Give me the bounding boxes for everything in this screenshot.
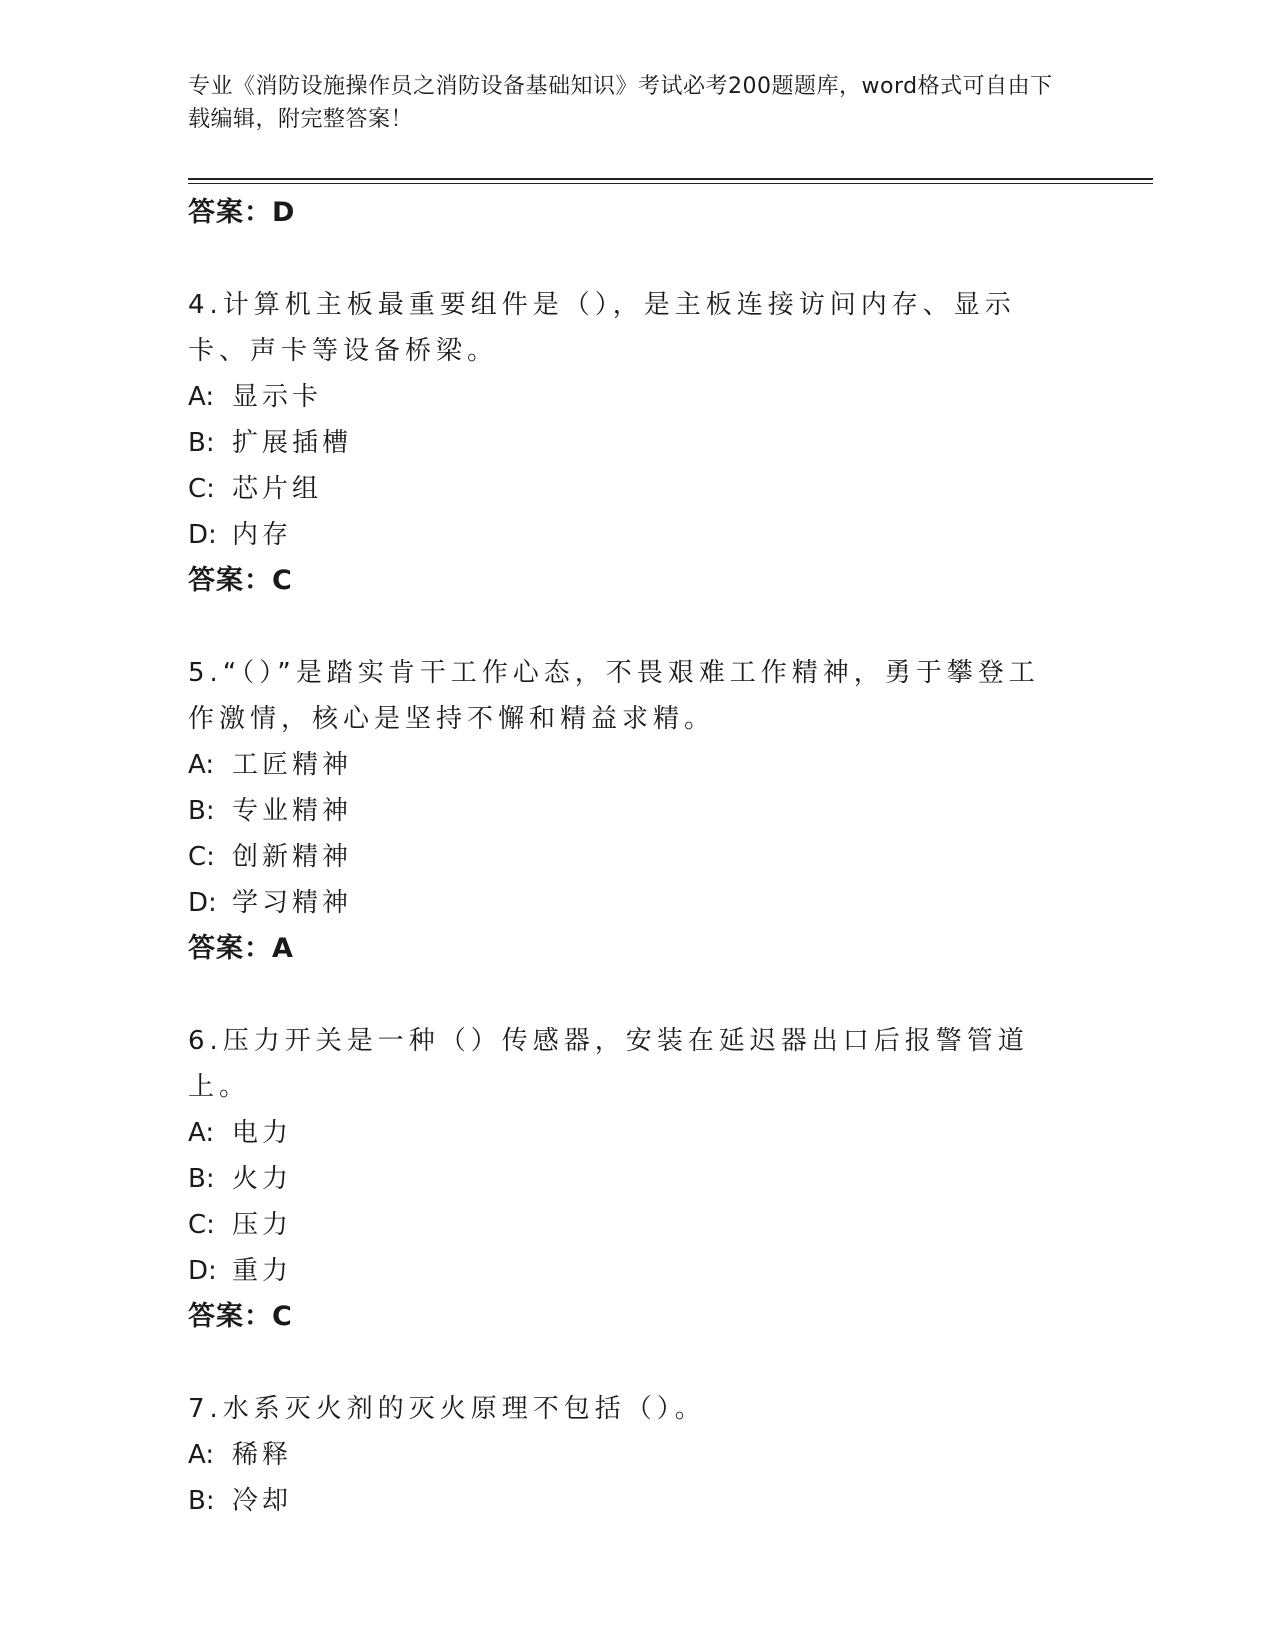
document-header: 专业《消防设施操作员之消防设备基础知识》考试必考200题题库，word格式可自由下载编辑，附完整答案！ bbox=[188, 74, 1053, 132]
option-b bbox=[188, 1478, 1088, 1524]
question-5 bbox=[188, 650, 1088, 972]
option-text: 创新精神 bbox=[232, 842, 353, 872]
option-b bbox=[188, 788, 1088, 834]
option-a bbox=[188, 742, 1088, 788]
option-text: 重力 bbox=[232, 1256, 293, 1286]
answer-line: 答案：C bbox=[188, 1301, 293, 1332]
question-stem: 7.水系灭火剂的灭火原理不包括（）。 bbox=[188, 1394, 706, 1424]
option-text: 芯片组 bbox=[232, 474, 323, 504]
option-text: 稀释 bbox=[232, 1440, 293, 1470]
question-list bbox=[188, 190, 1088, 1524]
answer-line: 答案：D bbox=[188, 197, 296, 228]
option-text: 扩展插槽 bbox=[232, 428, 353, 458]
question-7 bbox=[188, 1386, 1088, 1524]
question-stem: 6.压力开关是一种（）传感器，安装在延迟器出口后报警管道上。 bbox=[188, 1026, 1029, 1102]
option-d bbox=[188, 512, 1088, 558]
option-letter: C: bbox=[188, 1210, 215, 1240]
option-text: 工匠精神 bbox=[232, 750, 353, 780]
question-stem: 4.计算机主板最重要组件是（），是主板连接访问内存、显示卡、声卡等设备桥梁。 bbox=[188, 290, 1016, 366]
header-divider bbox=[188, 178, 1153, 184]
option-text: 冷却 bbox=[232, 1486, 293, 1516]
option-c bbox=[188, 466, 1088, 512]
option-text: 内存 bbox=[232, 520, 293, 550]
option-text: 显示卡 bbox=[232, 382, 323, 412]
option-d bbox=[188, 880, 1088, 926]
option-a bbox=[188, 374, 1088, 420]
option-a bbox=[188, 1432, 1088, 1478]
option-letter: B: bbox=[188, 428, 215, 458]
question-4 bbox=[188, 282, 1088, 604]
option-c bbox=[188, 834, 1088, 880]
option-text: 专业精神 bbox=[232, 796, 353, 826]
option-letter: C: bbox=[188, 474, 215, 504]
option-b bbox=[188, 420, 1088, 466]
option-letter: A: bbox=[188, 1118, 215, 1148]
option-text: 火力 bbox=[232, 1164, 293, 1194]
option-letter: B: bbox=[188, 1486, 215, 1516]
option-letter: A: bbox=[188, 750, 215, 780]
option-text: 压力 bbox=[232, 1210, 293, 1240]
option-letter: C: bbox=[188, 842, 215, 872]
option-text: 学习精神 bbox=[232, 888, 353, 918]
option-b bbox=[188, 1156, 1088, 1202]
question-6 bbox=[188, 1018, 1088, 1340]
option-letter: D: bbox=[188, 520, 217, 550]
option-letter: D: bbox=[188, 888, 217, 918]
option-text: 电力 bbox=[232, 1118, 293, 1148]
option-letter: D: bbox=[188, 1256, 217, 1286]
option-letter: A: bbox=[188, 382, 215, 412]
option-letter: B: bbox=[188, 796, 215, 826]
option-c bbox=[188, 1202, 1088, 1248]
question-stem: 5.“（）”是踏实肯干工作心态，不畏艰难工作精神，勇于攀登工作激情，核心是坚持不懈和精益求精。 bbox=[188, 658, 1040, 734]
answer-line: 答案：C bbox=[188, 565, 293, 596]
option-letter: B: bbox=[188, 1164, 215, 1194]
option-letter: A: bbox=[188, 1440, 215, 1470]
option-d bbox=[188, 1248, 1088, 1294]
option-a bbox=[188, 1110, 1088, 1156]
answer-line: 答案：A bbox=[188, 933, 294, 964]
